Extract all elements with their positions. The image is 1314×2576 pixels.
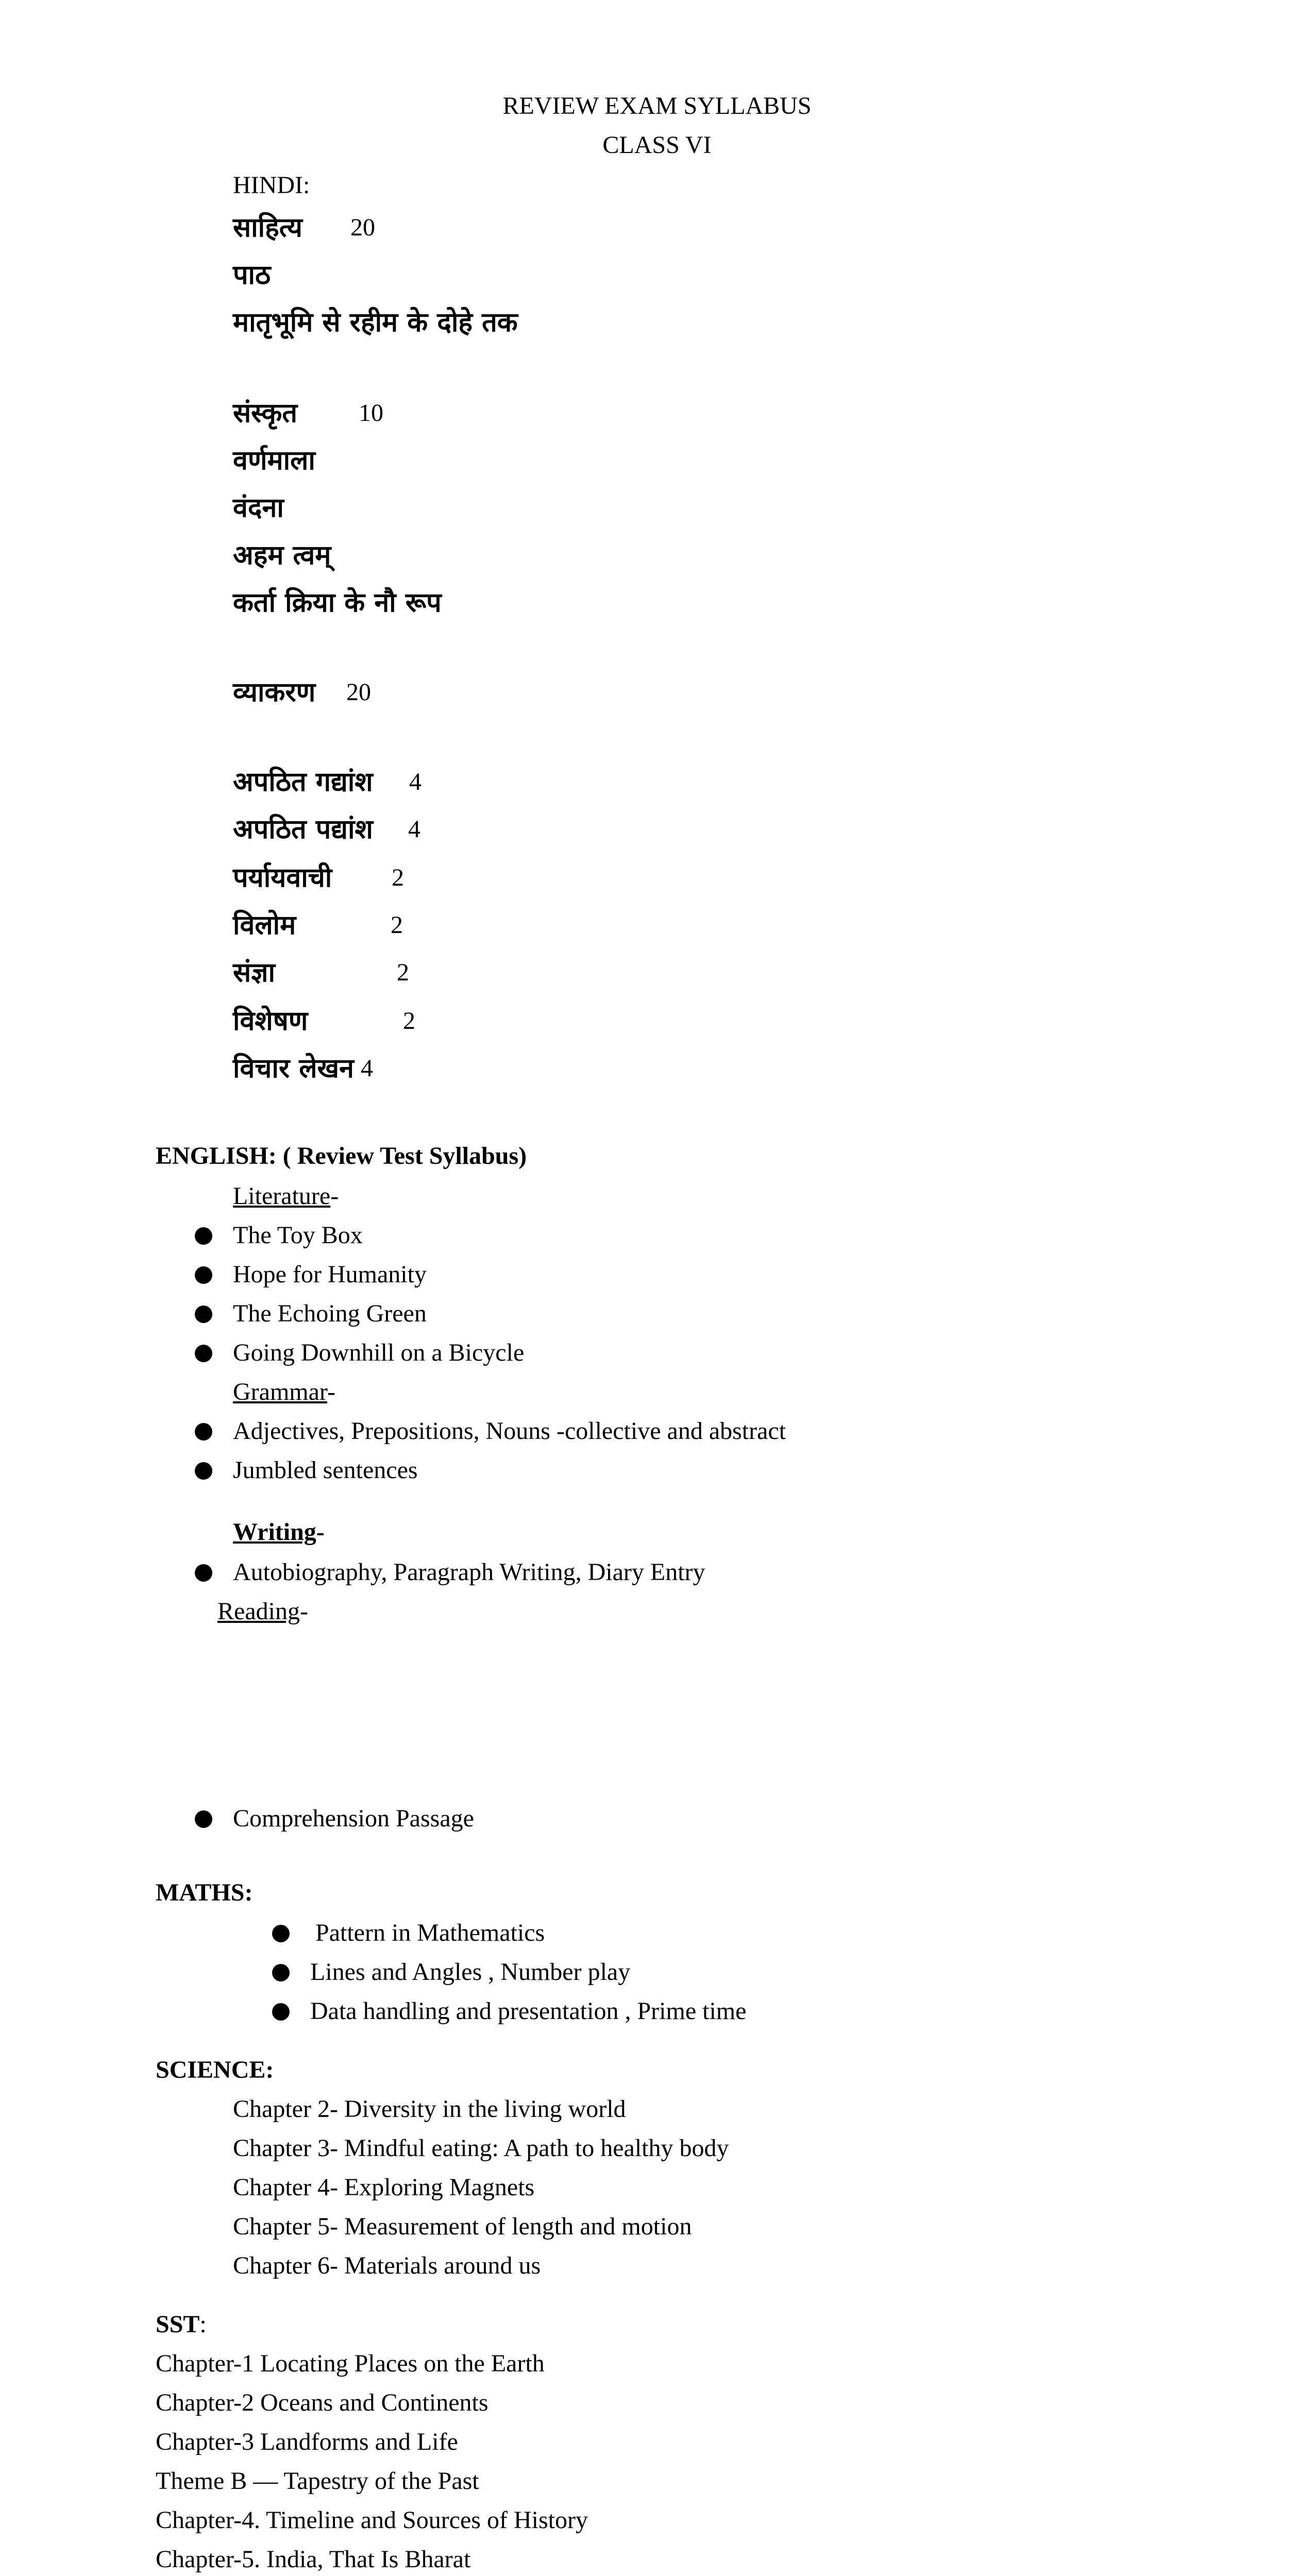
bullet-icon (195, 1306, 212, 1323)
bullet-icon (195, 1227, 212, 1245)
sanskrit-topic: अहम त्वम् (233, 540, 331, 571)
grammar-item: Adjectives, Prepositions, Nouns -collective and abstract (233, 1417, 786, 1445)
sst-item: Chapter-2 Oceans and Continents (156, 2389, 488, 2416)
vyakaran-topic-marks: 4 (361, 1055, 373, 1082)
literature-item: The Toy Box (233, 1222, 363, 1249)
vyakaran-topic-marks: 4 (408, 816, 420, 843)
sst-heading: SST (156, 2311, 200, 2338)
hindi-sanskrit-marks: 10 (359, 399, 383, 427)
hindi-vyakaran-marks: 20 (346, 679, 371, 706)
literature-item: The Echoing Green (233, 1300, 427, 1327)
reading-item: Comprehension Passage (233, 1805, 474, 1832)
bullet-icon (272, 1925, 290, 1942)
bullet-icon (195, 1345, 212, 1362)
sanskrit-topic: वंदना (233, 493, 284, 523)
vyakaran-topic: विचार लेखन (233, 1053, 354, 1084)
sst-item: Theme B — Tapestry of the Past (156, 2467, 479, 2495)
maths-item: Data handling and presentation , Prime time (310, 1997, 747, 2025)
science-item: Chapter 3- Mindful eating: A path to healthy body (233, 2134, 729, 2162)
sst-heading-line (156, 2310, 207, 2339)
science-item: Chapter 6- Materials around us (233, 2252, 541, 2279)
literature-subheading (233, 1182, 339, 1211)
page-title: REVIEW EXAM SYLLABUS (502, 92, 812, 120)
vyakaran-topic-marks: 2 (392, 864, 404, 891)
literature-label: Literature (233, 1182, 331, 1210)
literature-item: Going Downhill on a Bicycle (233, 1339, 525, 1366)
reading-label: Reading (217, 1598, 300, 1625)
dash: - (316, 1518, 325, 1546)
hindi-path-label: पाठ (233, 260, 271, 291)
sanskrit-topic: कर्ता क्रिया के नौ रूप (233, 587, 442, 618)
grammar-subheading (233, 1378, 335, 1406)
bullet-icon (195, 1462, 212, 1480)
hindi-sanskrit-label: संस्कृत (233, 398, 297, 429)
reading-subheading (217, 1597, 308, 1626)
class-label: CLASS VI (602, 131, 712, 159)
vyakaran-topic-marks: 2 (391, 911, 403, 939)
vyakaran-topic: पर्यायवाची (233, 862, 332, 893)
maths-item: Pattern in Mathematics (315, 1919, 545, 1946)
vyakaran-topic: अपठित पद्यांश (233, 814, 373, 845)
bullet-icon (195, 1266, 212, 1284)
hindi-sahitya-label: साहित्य (233, 212, 302, 243)
bullet-icon (272, 2003, 290, 2021)
hindi-heading: HINDI: (233, 172, 310, 199)
bullet-icon (195, 1423, 212, 1440)
vyakaran-topic: अपठित गद्यांश (233, 767, 373, 798)
sanskrit-topic: वर्णमाला (233, 445, 315, 476)
vyakaran-topic: संज्ञा (233, 957, 275, 988)
english-heading: ENGLISH: ( Review Test Syllabus) (156, 1142, 527, 1170)
writing-item: Autobiography, Paragraph Writing, Diary Entry (233, 1558, 705, 1586)
literature-item: Hope for Humanity (233, 1261, 427, 1288)
vyakaran-topic: विलोम (233, 910, 296, 941)
bullet-icon (272, 1964, 290, 1981)
science-item: Chapter 4- Exploring Magnets (233, 2174, 535, 2201)
science-item: Chapter 5- Measurement of length and motion (233, 2213, 692, 2240)
hindi-sahitya-marks: 20 (350, 214, 375, 241)
sst-item: Chapter-5. India, That Is Bharat (156, 2546, 471, 2573)
bullet-icon (195, 1810, 212, 1828)
writing-label: Writing (233, 1518, 316, 1546)
science-heading: SCIENCE: (156, 2056, 274, 2083)
hindi-vyakaran-label: व्याकरण (233, 677, 316, 708)
hindi-path-range: मातृभूमि से रहीम के दोहे तक (233, 307, 518, 338)
grammar-label: Grammar (233, 1378, 327, 1405)
bullet-icon (195, 1564, 212, 1582)
vyakaran-topic-marks: 4 (409, 768, 422, 795)
maths-heading: MATHS: (156, 1879, 253, 1906)
grammar-item: Jumbled sentences (233, 1456, 418, 1484)
vyakaran-topic-marks: 2 (403, 1007, 415, 1035)
dash: - (330, 1182, 339, 1210)
vyakaran-topic-marks: 2 (397, 959, 409, 986)
maths-item: Lines and Angles , Number play (310, 1958, 631, 1986)
sst-item: Chapter-4. Timeline and Sources of History (156, 2506, 588, 2534)
science-item: Chapter 2- Diversity in the living world (233, 2095, 626, 2123)
sst-item: Chapter-3 Landforms and Life (156, 2428, 458, 2455)
dash: - (327, 1378, 335, 1405)
sst-item: Chapter-1 Locating Places on the Earth (156, 2350, 545, 2377)
dash: - (299, 1598, 308, 1625)
writing-subheading (233, 1518, 325, 1547)
sst-colon: : (199, 2311, 207, 2338)
vyakaran-topic: विशेषण (233, 1006, 308, 1037)
